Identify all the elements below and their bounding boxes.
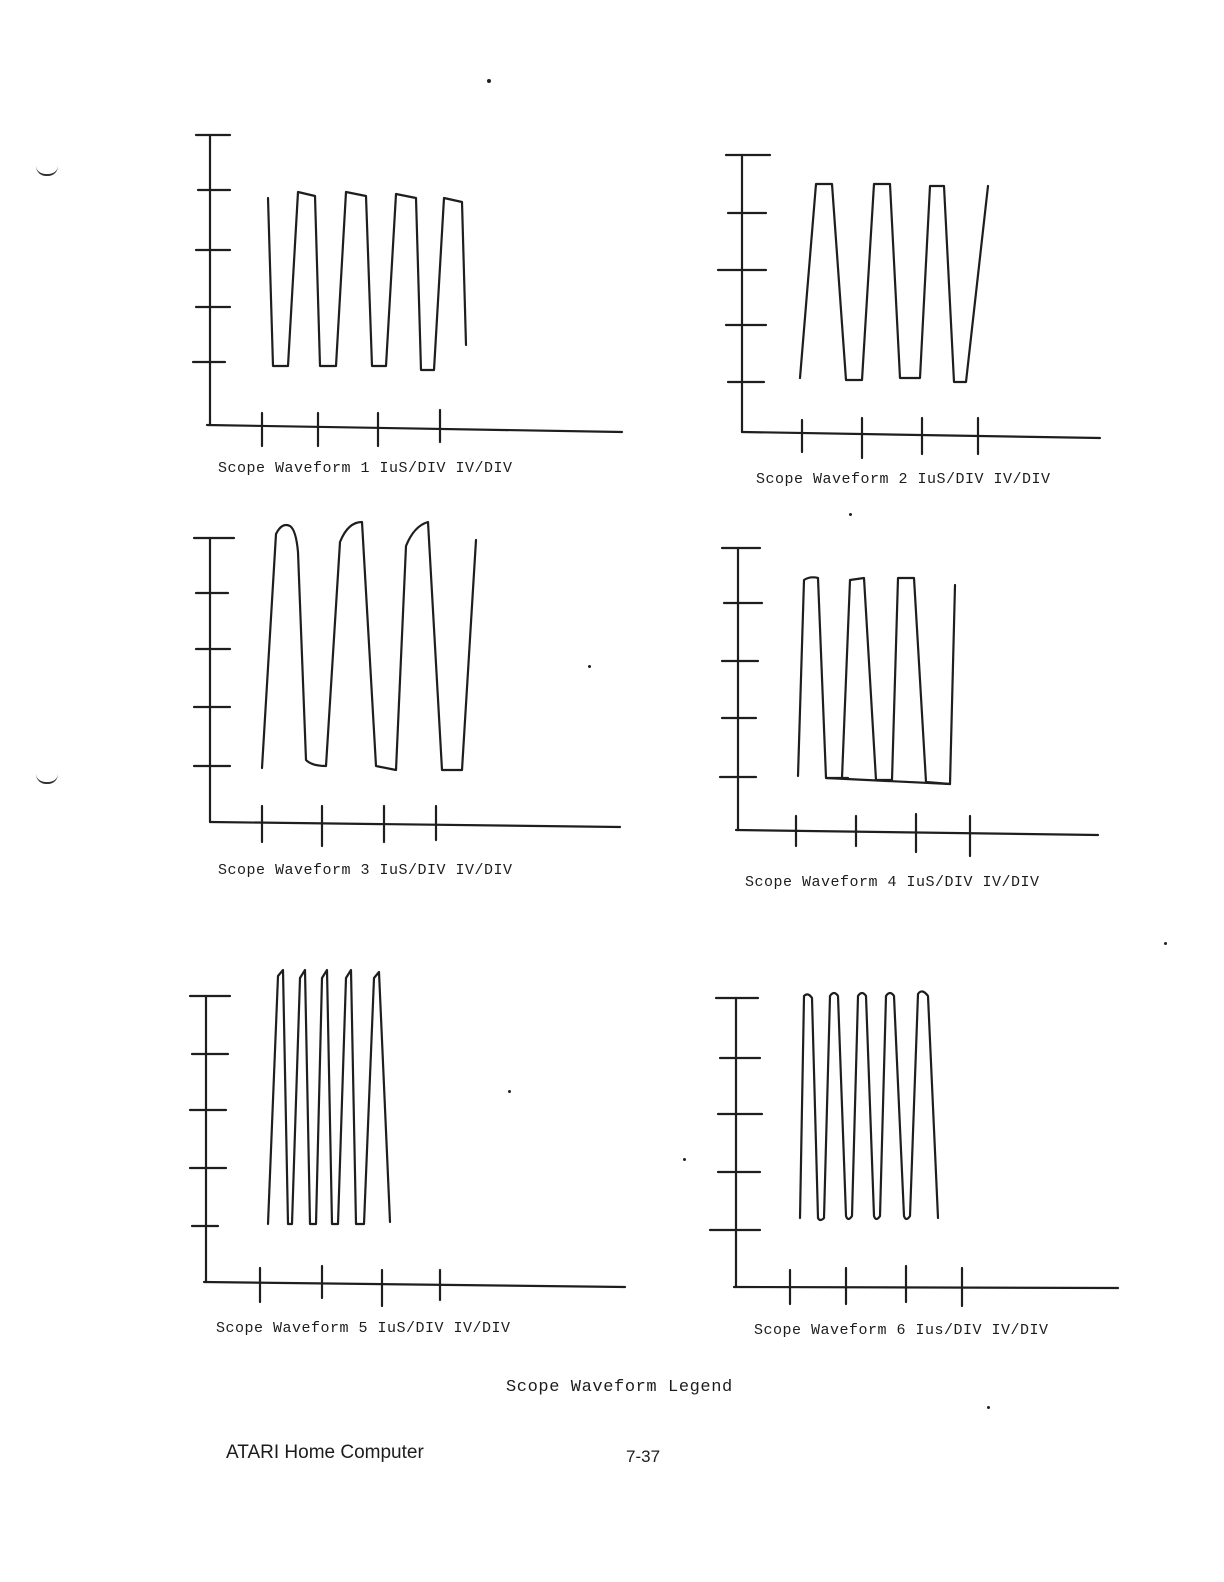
- scan-speck: [508, 1090, 511, 1093]
- scope-waveform-2: [718, 155, 1100, 458]
- scope-1-trace: [268, 192, 466, 370]
- scope-waveform-3: [194, 522, 620, 846]
- scope-waveform-1: [193, 135, 622, 446]
- legend-title: Scope Waveform Legend: [506, 1378, 733, 1397]
- scan-speck: [487, 79, 491, 83]
- scope-1-x-axis: [207, 425, 622, 432]
- scope-5-caption: Scope Waveform 5 IuS/DIV IV/DIV: [216, 1320, 511, 1337]
- scan-speck: [683, 1158, 686, 1161]
- scope-3-trace: [262, 522, 476, 770]
- scope-5-x-axis: [204, 1282, 625, 1287]
- scope-1-caption: Scope Waveform 1 IuS/DIV IV/DIV: [218, 460, 513, 477]
- scope-3-x-axis: [210, 822, 620, 827]
- scan-speck: [987, 1406, 990, 1409]
- scope-4-trace: [798, 577, 955, 784]
- scope-2-caption: Scope Waveform 2 IuS/DIV IV/DIV: [756, 471, 1051, 488]
- scope-6-trace: [800, 991, 938, 1220]
- scan-speck: [1164, 942, 1167, 945]
- scope-3-caption: Scope Waveform 3 IuS/DIV IV/DIV: [218, 862, 513, 879]
- scope-4-caption: Scope Waveform 4 IuS/DIV IV/DIV: [745, 874, 1040, 891]
- scope-waveform-5: [190, 970, 625, 1306]
- page-number: 7-37: [626, 1447, 661, 1466]
- scope-waveform-4: [720, 548, 1098, 856]
- scope-6-x-axis: [734, 1287, 1118, 1288]
- scope-2-trace: [800, 184, 988, 382]
- footer-title: ATARI Home Computer: [226, 1442, 424, 1463]
- scope-waveform-6: [710, 991, 1118, 1306]
- scan-speck: [849, 513, 852, 516]
- scope-5-trace: [268, 970, 390, 1224]
- scope-6-caption: Scope Waveform 6 Ius/DIV IV/DIV: [754, 1322, 1049, 1339]
- scan-speck: [588, 665, 591, 668]
